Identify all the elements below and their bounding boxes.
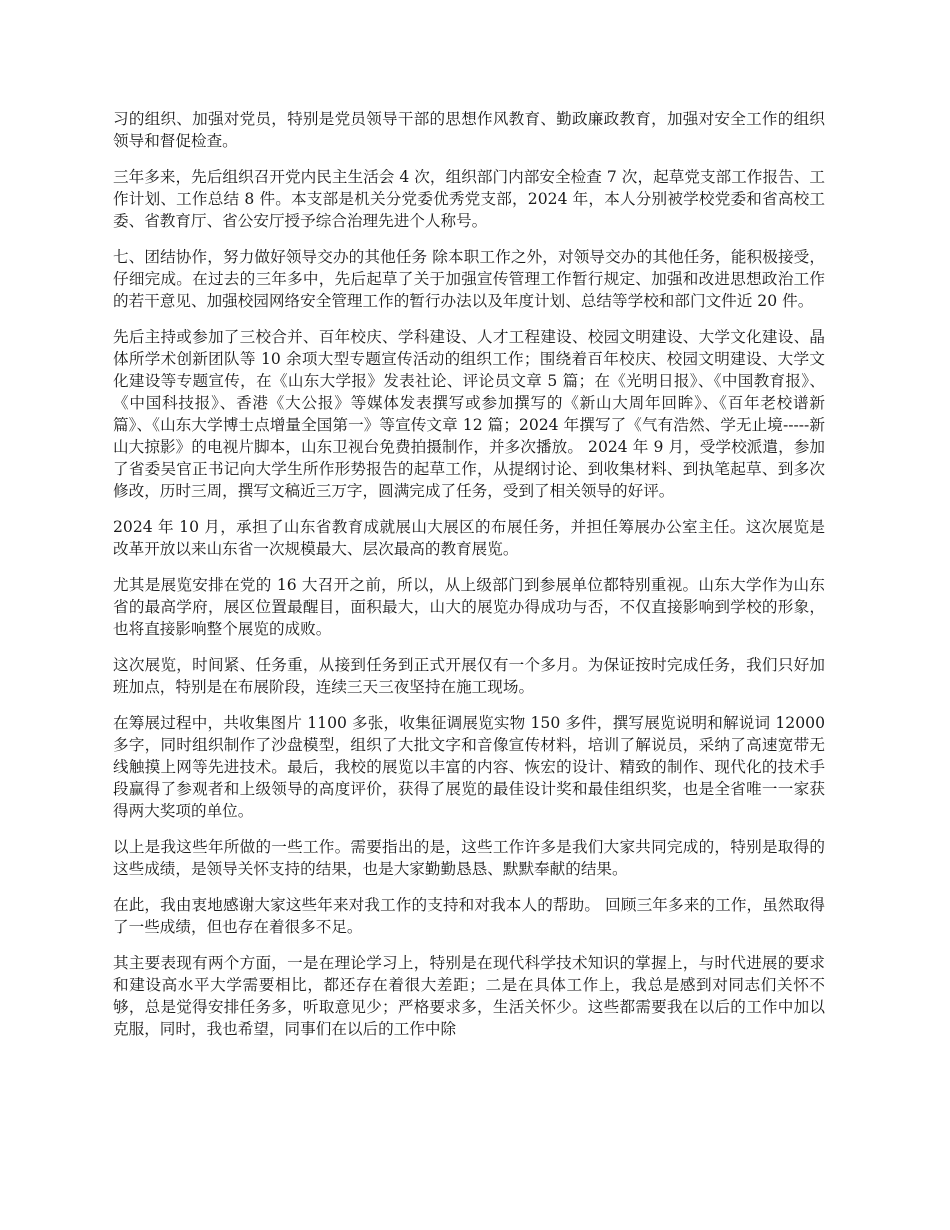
paragraph-5: 2024 年 10 月，承担了山东省教育成就展山大展区的布展任务，并担任筹展办公室主任。这次展览是改革开放以来山东省一次规模最大、层次最高的教育展览。: [113, 518, 825, 558]
paragraph-2: 三年多来，先后组织召开党内民主生活会 4 次，组织部门内部安全检查 7 次，起草党支部工作报告、工作计划、工作总结 8 件。本支部是机关分党委优秀党支部，2024 年，本人分别被学校党委和省高校工委、省教育厅、省公安厅授予综合治理先进个人称号。: [113, 168, 825, 230]
paragraph-1: 习的组织、加强对党员，特别是党员领导干部的思想作风教育、勤政廉政教育，加强对安全工作的组织领导和督促检查。: [113, 110, 825, 150]
document-body: [113, 108, 825, 1054]
paragraph-3: 七、团结协作，努力做好领导交办的其他任务 除本职工作之外，对领导交办的其他任务，能积极接受，仔细完成。在过去的三年多中，先后起草了关于加强宣传管理工作暂行规定、加强和改进思想政治工作的若干意见、加强校园网络安全管理工作的暂行办法以及年度计划、总结等学校和部门文件近 20 件。: [113, 248, 825, 310]
paragraph-6: 尤其是展览安排在党的 16 大召开之前，所以，从上级部门到参展单位都特别重视。山东大学作为山东省的最高学府，展区位置最醒目，面积最大，山大的展览办得成功与否，不仅直接影响到学校的形象，也将直接影响整个展览的成败。: [113, 576, 825, 638]
paragraph-10: 在此，我由衷地感谢大家这些年来对我工作的支持和对我本人的帮助。 回顾三年多来的工作，虽然取得了一些成绩，但也存在着很多不足。: [113, 896, 825, 936]
paragraph-4: 先后主持或参加了三校合并、百年校庆、学科建设、人才工程建设、校园文明建设、大学文化建设、晶体所学术创新团队等 10 余项大型专题宣传活动的组织工作；围绕着百年校庆、校园文明建设、大学文化建设等专题宣传，在《山东大学报》发表社论、评论员文章 5 篇；在《光明日报》、《中国教育报》、《中国科技报》、香港《大公报》等媒体发表撰写或参加撰写的《新山大周年回眸》、《百年老校谱新篇》、《山东大学博士点增量全国第一》等宣传文章 12 篇；2024 年撰写了《气有浩然、学无止境-----新山大掠影》的电视片脚本，山东卫视台免费拍摄制作，并多次播放。 2024 年 9 月，受学校派遣，参加了省委吴官正书记向大学生所作形势报告的起草工作，从提纲讨论、到收集材料、到执笔起草、到多次修改，历时三周，撰写文稿近三万字，圆满完成了任务，受到了相关领导的好评。: [113, 328, 825, 500]
paragraph-9: 以上是我这些年所做的一些工作。需要指出的是，这些工作许多是我们大家共同完成的，特别是取得的这些成绩，是领导关怀支持的结果，也是大家勤勤恳恳、默默奉献的结果。: [113, 838, 825, 878]
paragraph-8: 在筹展过程中，共收集图片 1100 多张，收集征调展览实物 150 多件，撰写展览说明和解说词 12000 多字，同时组织制作了沙盘模型，组织了大批文字和音像宣传材料，培训了解说员，采纳了高速宽带无线触摸上网等先进技术。最后，我校的展览以丰富的内容、恢宏的设计、精致的制作、现代化的技术手段赢得了参观者和上级领导的高度评价，获得了展览的最佳设计奖和最佳组织奖，也是全省唯一一家获得两大奖项的单位。: [113, 714, 825, 820]
paragraph-7: 这次展览，时间紧、任务重，从接到任务到正式开展仅有一个多月。为保证按时完成任务，我们只好加班加点，特别是在布展阶段，连续三天三夜坚持在施工现场。: [113, 656, 825, 696]
paragraph-11: 其主要表现有两个方面，一是在理论学习上，特别是在现代科学技术知识的掌握上，与时代进展的要求和建设高水平大学需要相比，都还存在着很大差距；二是在具体工作上，我总是感到对同志们关怀不够，总是觉得安排任务多，听取意见少；严格要求多，生活关怀少。这些都需要我在以后的工作中加以克服，同时，我也希望，同事们在以后的工作中除: [113, 954, 825, 1038]
